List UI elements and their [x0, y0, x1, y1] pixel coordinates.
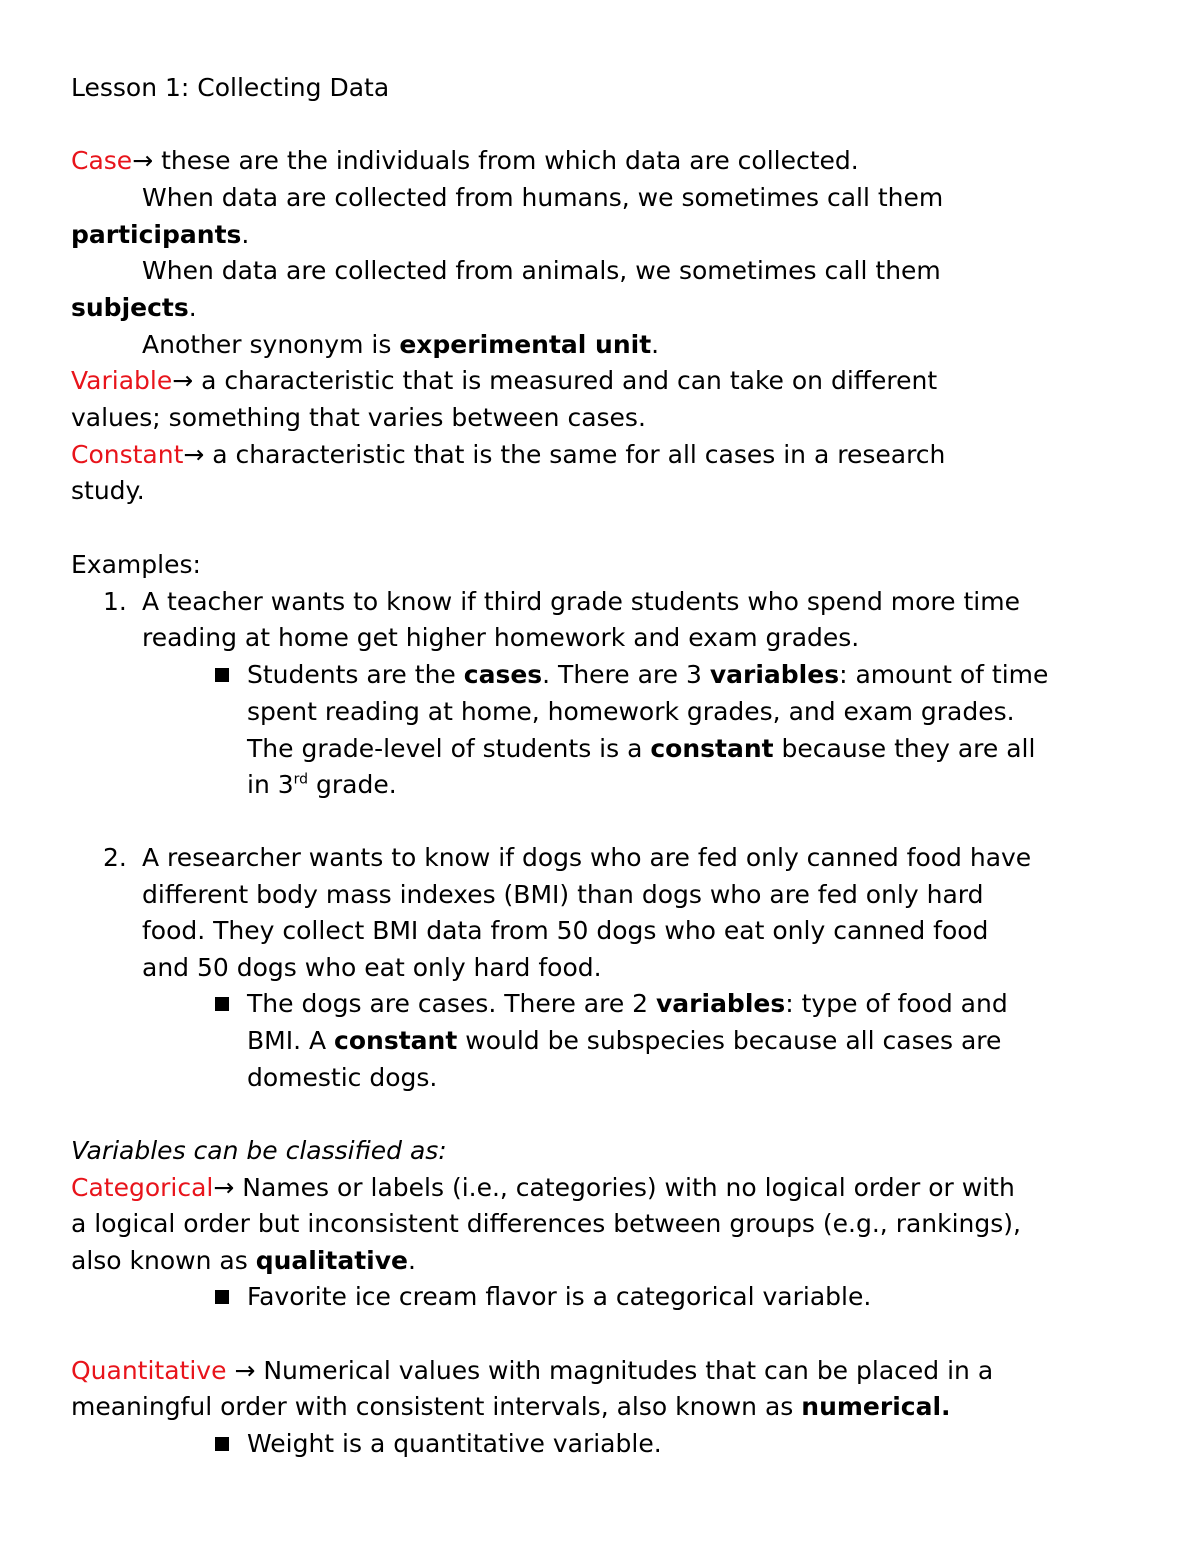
constant-definition-cont: study. [71, 476, 145, 505]
example-2-bullet-cont: domestic dogs. [247, 1063, 438, 1092]
example-1-line: A teacher wants to know if third grade students who spend more time [142, 587, 1020, 616]
example-2-line: and 50 dogs who eat only hard food. [142, 953, 602, 982]
example-1-bullet: Students are the cases. There are 3 variables: amount of time [247, 660, 1049, 689]
case-definition: Case→ these are the individuals from which data are collected. [71, 146, 859, 175]
arrow-icon: → [132, 146, 154, 175]
variable-definition-cont: values; something that varies between cases. [71, 403, 646, 432]
case-participants: participants. [71, 220, 250, 249]
example-2-line: A researcher wants to know if dogs who are fed only canned food have [142, 843, 1032, 872]
arrow-icon: → [234, 1356, 256, 1385]
arrow-icon: → [183, 440, 205, 469]
square-bullet-icon [215, 1290, 229, 1304]
square-bullet-icon [215, 668, 229, 682]
constant-term: Constant [71, 440, 184, 469]
constant-definition: Constant→ a characteristic that is the same for all cases in a research [71, 440, 946, 469]
example-1-bullet-cont: The grade-level of students is a constant because they are all [247, 734, 1036, 763]
example-2-line: food. They collect BMI data from 50 dogs who eat only canned food [142, 916, 989, 945]
square-bullet-icon [215, 1437, 229, 1451]
quantitative-example: Weight is a quantitative variable. [247, 1429, 662, 1458]
page-title: Lesson 1: Collecting Data [71, 73, 390, 102]
quantitative-definition-cont: meaningful order with consistent intervals, also known as numerical. [71, 1392, 951, 1421]
examples-heading: Examples: [71, 550, 201, 579]
arrow-icon: → [172, 366, 194, 395]
variable-definition: Variable→ a characteristic that is measured and can take on different [71, 366, 938, 395]
categorical-term: Categorical [71, 1173, 214, 1202]
example-1-number: 1. [103, 587, 127, 616]
case-humans-text: When data are collected from humans, we sometimes call them [142, 183, 944, 212]
case-synonym: Another synonym is experimental unit. [142, 330, 660, 359]
categorical-example: Favorite ice cream flavor is a categorical variable. [247, 1282, 872, 1311]
example-1-line: reading at home get higher homework and exam grades. [142, 623, 860, 652]
example-2-bullet: The dogs are cases. There are 2 variables: type of food and [247, 989, 1008, 1018]
categorical-definition-cont: also known as qualitative. [71, 1246, 416, 1275]
case-animals-text: When data are collected from animals, we sometimes call them [142, 256, 941, 285]
example-2-line: different body mass indexes (BMI) than dogs who are fed only hard [142, 880, 984, 909]
classification-heading: Variables can be classified as: [71, 1136, 447, 1165]
categorical-definition: Categorical→ Names or labels (i.e., categories) with no logical order or with [71, 1173, 1015, 1202]
arrow-icon: → [213, 1173, 235, 1202]
example-2-bullet-cont: BMI. A constant would be subspecies because all cases are [247, 1026, 1002, 1055]
example-1-bullet-cont: in 3rd grade. [247, 770, 397, 799]
case-term: Case [71, 146, 133, 175]
quantitative-definition: Quantitative → Numerical values with magnitudes that can be placed in a [71, 1356, 994, 1385]
categorical-definition-cont: a logical order but inconsistent differences between groups (e.g., rankings), [71, 1209, 1021, 1238]
square-bullet-icon [215, 997, 229, 1011]
example-2-number: 2. [103, 843, 127, 872]
example-1-bullet-cont: spent reading at home, homework grades, and exam grades. [247, 697, 1015, 726]
variable-term: Variable [71, 366, 173, 395]
case-subjects: subjects. [71, 293, 197, 322]
quantitative-term: Quantitative [71, 1356, 227, 1385]
